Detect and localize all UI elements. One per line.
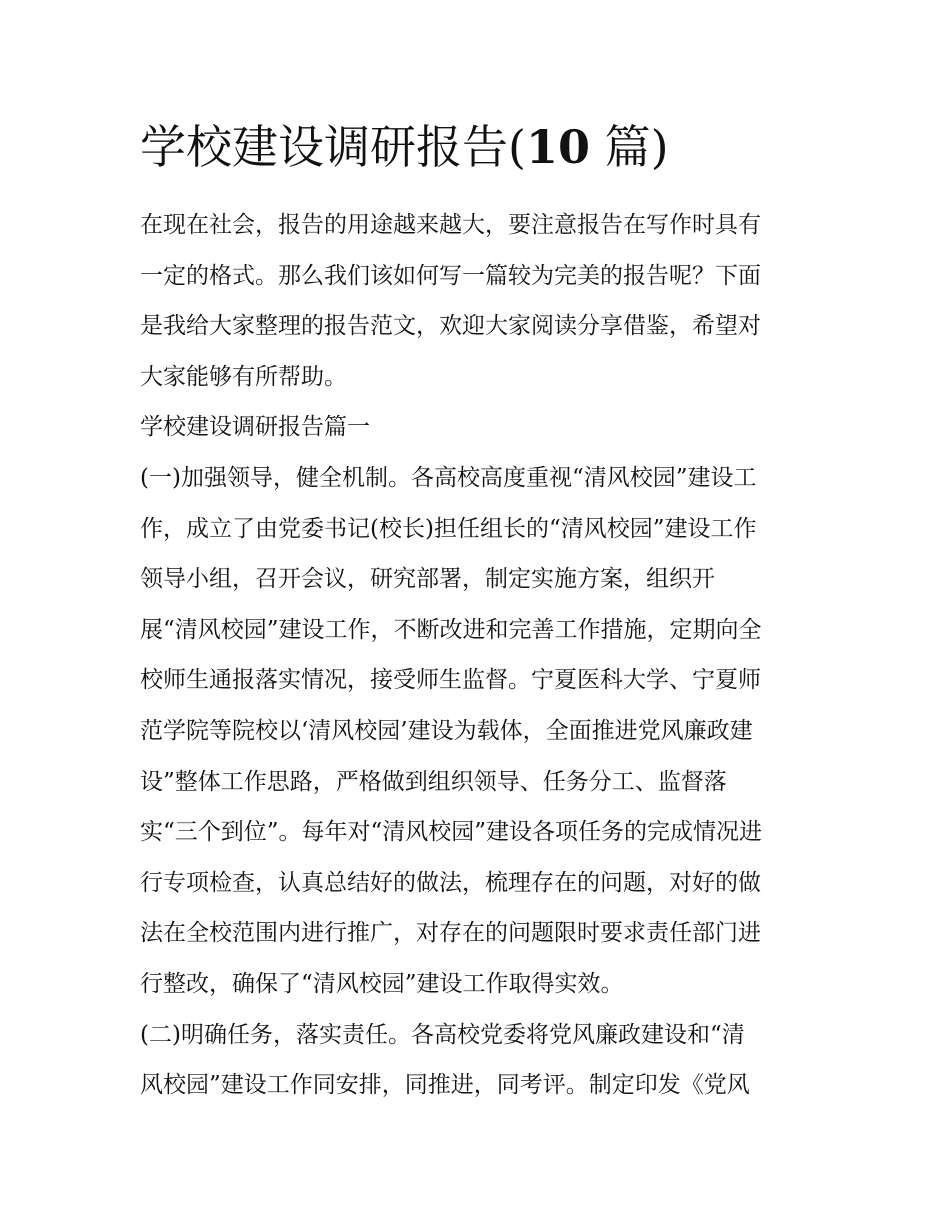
body-line: 作，成立了由党委书记(校长)担任组长的“清风校园”建设工作	[140, 515, 757, 542]
body-line: 行专项检查，认真总结好的做法，梳理存在的问题，对好的做	[140, 869, 761, 896]
title-text-pre: 学校建设调研报告(	[140, 120, 526, 174]
document-page	[140, 112, 815, 1111]
body-line: 行整改，确保了“清风校园”建设工作取得实效。	[140, 970, 624, 997]
body-line: 领导小组，召开会议，研究部署，制定实施方案，组织开	[140, 566, 715, 593]
title-text-post: 篇)	[589, 120, 669, 174]
body-line: 法在全校范围内进行推广，对存在的问题限时要求责任部门进	[140, 920, 761, 947]
document-body	[140, 200, 815, 1111]
title-number: 10	[525, 120, 590, 174]
body-line: 展“清风校园”建设工作，不断改进和完善工作措施，定期向全	[140, 616, 762, 643]
body-line: (二)明确任务，落实责任。各高校党委将党风廉政建设和“清	[140, 1021, 745, 1048]
body-line: 设”整体工作思路，严格做到组织领导、任务分工、监督落	[140, 768, 727, 795]
body-line: 范学院等院校以‘清风校园’建设为载体，全面推进党风廉政建	[140, 717, 753, 744]
body-line: (一)加强领导，健全机制。各高校高度重视“清风校园”建设工	[140, 464, 757, 491]
document-title	[140, 112, 815, 182]
body-line: 实“三个到位”。每年对“清风校园”建设各项任务的完成情况进	[140, 819, 763, 846]
body-line: 风校园”建设工作同安排，同推进，同考评。制定印发《党风	[140, 1072, 750, 1099]
body-line: 一定的格式。那么我们该如何写一篇较为完美的报告呢？下面	[140, 262, 761, 289]
body-line: 校师生通报落实情况，接受师生监督。宁夏医科大学、宁夏师	[140, 667, 761, 694]
section-heading: 学校建设调研报告篇一	[140, 414, 370, 441]
body-line: 大家能够有所帮助。	[140, 363, 347, 390]
body-line: 在现在社会，报告的用途越来越大，要注意报告在写作时具有	[140, 212, 761, 238]
body-line: 是我给大家整理的报告范文，欢迎大家阅读分享借鉴，希望对	[140, 313, 761, 340]
